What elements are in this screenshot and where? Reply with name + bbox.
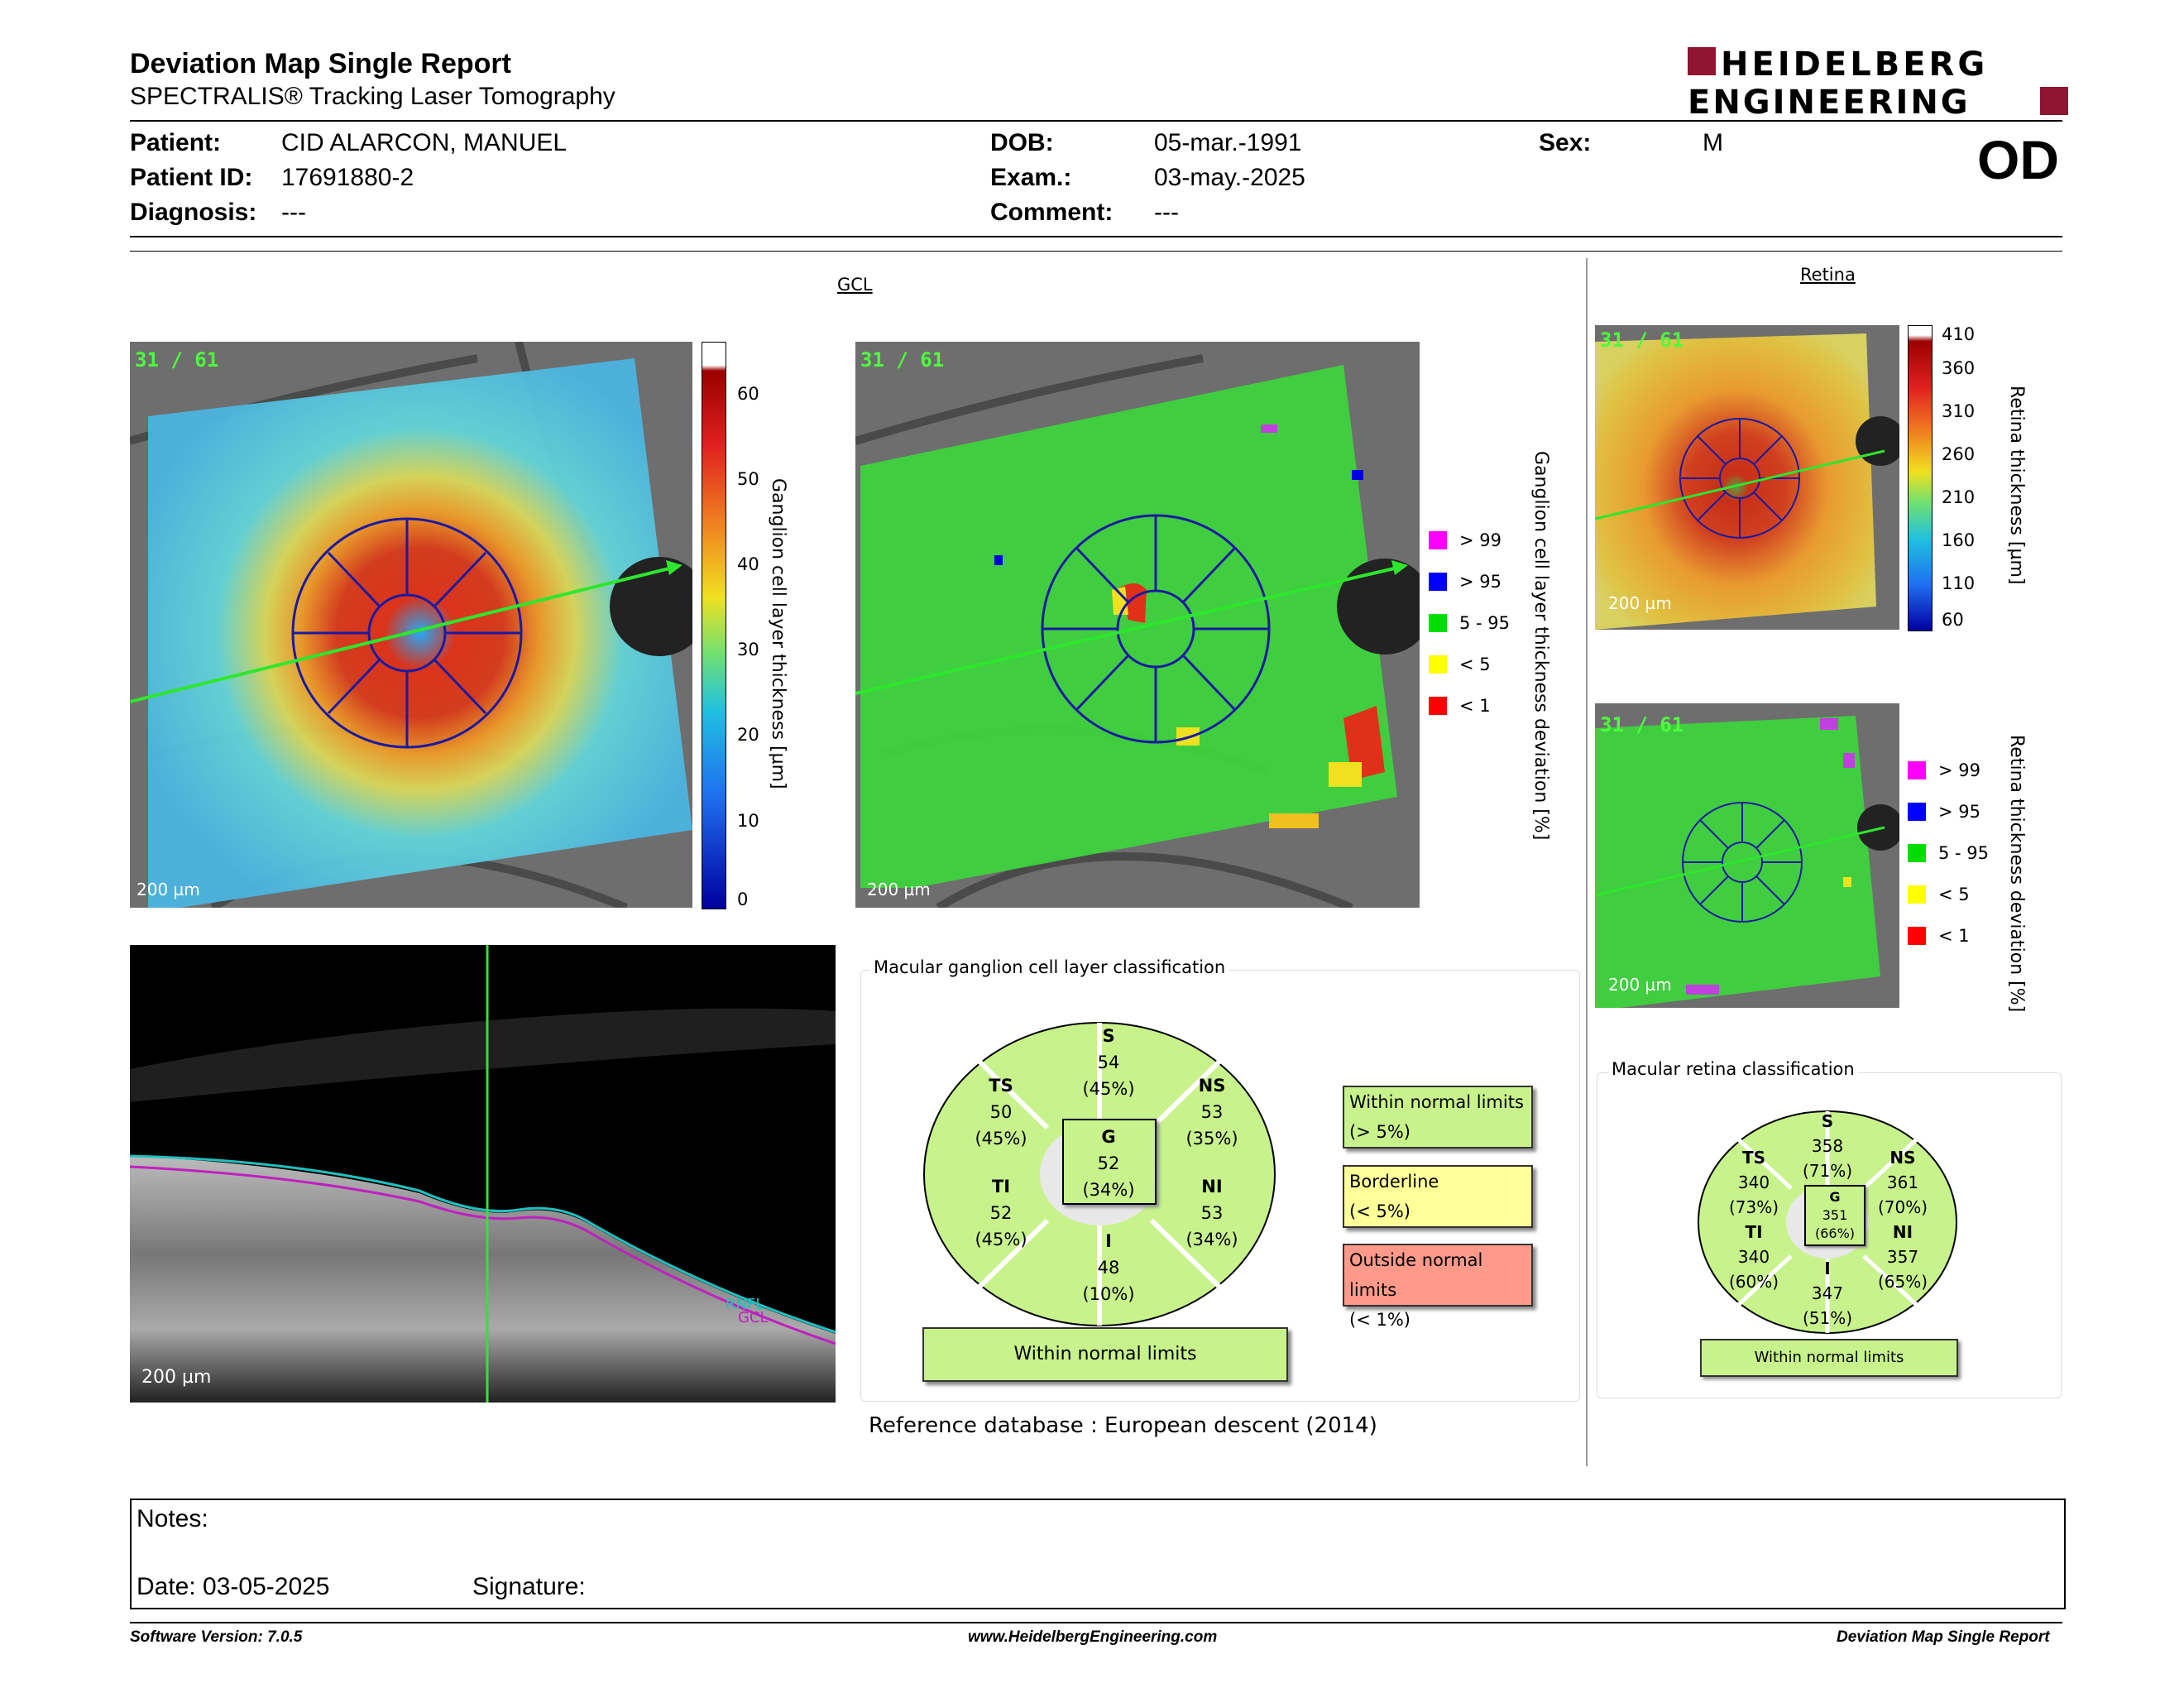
diagnosis-label: Diagnosis: — [130, 199, 257, 226]
legend-label-lt1: < 1 — [1459, 696, 1491, 716]
retina-deviation-axis-label: Retina thickness deviation [%] — [2006, 735, 2027, 1013]
retina-sector-ni: NI 357 (65%) — [1877, 1222, 1928, 1292]
legend-swatch-gt95 — [1429, 573, 1447, 591]
sex-value: M — [1703, 129, 1723, 156]
gcl-section-label[interactable]: GCL — [837, 275, 873, 295]
retina-legend-label-gt99: > 99 — [1938, 760, 1980, 780]
report-subtitle: SPECTRALIS® Tracking Laser Tomography — [130, 83, 615, 110]
key-borderline: Borderline (< 5%) — [1343, 1165, 1533, 1228]
retina-legend-label-lt5: < 5 — [1938, 885, 1970, 904]
retina-legend-label-normal: 5 - 95 — [1938, 843, 1990, 863]
legend-swatch-lt1 — [1429, 697, 1447, 715]
gcl-tick: 40 — [737, 554, 759, 574]
retina-sector-ti: TI 340 (60%) — [1728, 1222, 1779, 1292]
gcl-frame-count: 31 / 61 — [135, 348, 219, 372]
retina-tick: 410 — [1942, 324, 1976, 344]
retina-tick: 160 — [1942, 530, 1976, 550]
retina-classification-title: Macular retina classification — [1608, 1059, 1858, 1079]
gcl-classification-title: Macular ganglion cell layer classification — [870, 957, 1228, 977]
oct-bscan[interactable] — [130, 945, 836, 1403]
gcl-result-badge: Within normal limits — [922, 1327, 1288, 1382]
retina-sector-g-text: G 351 (66%) — [1814, 1189, 1856, 1241]
retina-deviation-frame-count: 31 / 61 — [1600, 713, 1684, 736]
diagnosis-value: --- — [281, 199, 306, 226]
retina-tick: 310 — [1942, 401, 1976, 421]
legend-label-lt5: < 5 — [1459, 655, 1491, 674]
gcl-sector-ts: TS 50 (45%) — [975, 1076, 1027, 1149]
patient-label: Patient: — [130, 129, 222, 156]
sex-label: Sex: — [1539, 129, 1592, 156]
retina-legend-swatch-lt5 — [1908, 885, 1926, 904]
gcl-tick: 50 — [737, 469, 759, 489]
retina-frame-count: 31 / 61 — [1600, 328, 1684, 352]
dob-value: 05-mar.-1991 — [1154, 129, 1302, 156]
gcl-scale-bar: 200 µm — [136, 880, 200, 899]
gcl-sector-i: I 48 (10%) — [1082, 1231, 1135, 1304]
gcl-sector-ns: NS 53 (35%) — [1185, 1076, 1238, 1149]
gcl-deviation-frame-count: 31 / 61 — [860, 348, 945, 372]
reference-database: Reference database : European descent (2014) — [869, 1413, 1377, 1438]
exam-label: Exam.: — [990, 164, 1072, 191]
dob-label: DOB: — [990, 129, 1054, 156]
retina-section-label[interactable]: Retina — [1800, 265, 1856, 285]
retina-scale-bar: 200 µm — [1608, 593, 1672, 613]
gcl-tick: 10 — [737, 811, 759, 831]
retina-tick: 110 — [1942, 573, 1976, 593]
retina-sector-s: S 358 (71%) — [1802, 1111, 1853, 1181]
section-divider — [1586, 258, 1588, 1466]
retina-legend-swatch-gt99 — [1908, 761, 1926, 779]
legend-swatch-lt5 — [1429, 655, 1447, 674]
patient-id: 17691880-2 — [281, 164, 414, 191]
retina-tick: 210 — [1942, 487, 1976, 507]
retina-legend-swatch-gt95 — [1908, 803, 1926, 821]
gcl-tick: 20 — [737, 725, 759, 745]
gcl-tick: 60 — [737, 384, 759, 404]
gcl-deviation-map[interactable] — [855, 342, 1420, 908]
gcl-thickness-map[interactable] — [130, 342, 692, 908]
retina-legend-label-gt95: > 95 — [1938, 802, 1980, 822]
legend-label-gt99: > 99 — [1459, 530, 1502, 550]
svg-text:ENGINEERING: ENGINEERING — [1688, 84, 1971, 118]
gcl-layer-label: GCL — [738, 1309, 769, 1326]
retina-tick: 360 — [1942, 358, 1976, 378]
gcl-tick: 30 — [737, 640, 759, 659]
key-outside-normal: Outside normal limits (< 1%) — [1343, 1244, 1533, 1307]
gcl-tick: 0 — [737, 890, 749, 909]
gcl-thickness-colorbar — [702, 342, 726, 909]
retina-legend-swatch-normal — [1908, 844, 1926, 862]
legend-label-normal: 5 - 95 — [1459, 613, 1511, 633]
legend-label-gt95: > 95 — [1459, 572, 1502, 592]
notes-label: Notes: — [136, 1505, 208, 1532]
retina-sector-ns: NS 361 (70%) — [1877, 1148, 1928, 1217]
heidelberg-logo — [1688, 46, 2068, 118]
retina-sector-ts: TS 340 (73%) — [1728, 1148, 1779, 1217]
retina-sector-i: I 347 (51%) — [1802, 1259, 1853, 1328]
patient-name: CID ALARCON, MANUEL — [281, 129, 568, 156]
retina-thickness-map[interactable] — [1595, 325, 1899, 630]
patient-id-label: Patient ID: — [130, 164, 253, 191]
website-link[interactable]: www.HeidelbergEngineering.com — [968, 1628, 1218, 1646]
report-title: Deviation Map Single Report — [130, 48, 511, 79]
retina-deviation-scale-bar: 200 µm — [1608, 975, 1672, 995]
comment-value: --- — [1154, 199, 1179, 226]
svg-text:HEIDELBERG: HEIDELBERG — [1721, 46, 1989, 84]
rnfl-label: RNFL — [726, 1296, 764, 1313]
comment-label: Comment: — [990, 199, 1114, 226]
signature-label: Signature: — [472, 1573, 586, 1600]
gcl-deviation-scale-bar: 200 µm — [867, 880, 931, 899]
exam-value: 03-may.-2025 — [1154, 164, 1305, 191]
legend-swatch-gt99 — [1429, 531, 1447, 549]
footer-report-name: Deviation Map Single Report — [1837, 1628, 2050, 1646]
retina-tick: 260 — [1942, 444, 1976, 464]
gcl-sector-g-text: G 52 (34%) — [1082, 1127, 1135, 1200]
gcl-sector-s: S 54 (45%) — [1082, 1026, 1135, 1099]
gcl-deviation-axis-label: Ganglion cell layer thickness deviation [%] — [1530, 451, 1551, 841]
retina-legend-swatch-lt1 — [1908, 927, 1926, 945]
retina-thickness-axis-label: Retina thickness [µm] — [2006, 386, 2027, 585]
notes-box[interactable] — [130, 1499, 2066, 1609]
eye-indicator: OD — [1977, 129, 2059, 190]
retina-legend-label-lt1: < 1 — [1938, 926, 1970, 946]
gcl-sector-ni: NI 53 (34%) — [1185, 1177, 1238, 1249]
bscan-scale-bar: 200 µm — [141, 1367, 212, 1388]
legend-swatch-normal — [1429, 614, 1447, 632]
retina-thickness-colorbar — [1908, 325, 1933, 631]
date-label: Date: 03-05-2025 — [136, 1573, 330, 1600]
retina-result-badge: Within normal limits — [1700, 1339, 1958, 1377]
retina-deviation-map[interactable] — [1595, 703, 1899, 1008]
gcl-sector-ti: TI 52 (45%) — [975, 1177, 1027, 1249]
retina-tick: 60 — [1942, 610, 1964, 630]
key-within-normal: Within normal limits (> 5%) — [1343, 1086, 1533, 1149]
software-version: Software Version: 7.0.5 — [130, 1628, 303, 1646]
gcl-thickness-axis-label: Ganglion cell layer thickness [µm] — [768, 478, 788, 789]
